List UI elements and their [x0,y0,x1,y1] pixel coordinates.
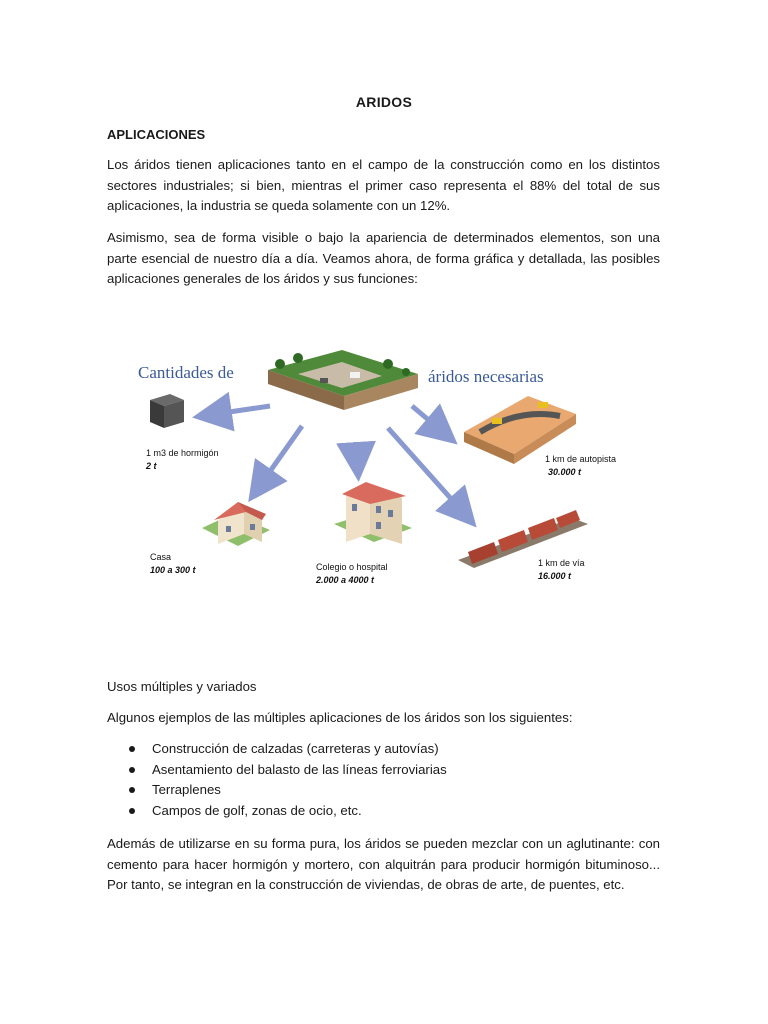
paragraph-1: Los áridos tienen aplicaciones tanto en el campo de la construcción como en los distintos sectores industriales; si bien, mientras el primer caso representa el 88% del total de sus aplicaciones, la industria se queda solamente con un 12%. [107,157,660,213]
item-label-school: Colegio o hospital [316,562,388,572]
item-label-railway: 1 km de vía [538,558,585,568]
item-label-motorway: 1 km de autopista [545,454,617,464]
bullet-icon [129,808,135,814]
paragraph-2: Asimismo, sea de forma visible o bajo la apariencia de determinados elementos, son una parte esencial de nuestro día a día. Veamos ahora, de forma gráfica y detallada, las posibles aplicaciones generales de los áridos y sus funciones: [107,230,660,286]
aggregates-figure [120,298,642,658]
item-value-railway: 16.000 t [538,571,572,581]
figure-heading-left: Cantidades de [138,363,234,382]
concrete-cube-icon [150,394,184,428]
list-item-text: Campos de golf, zonas de ocio, etc. [152,802,362,818]
list-item [107,780,607,801]
figure-illustration [120,298,642,658]
item-value-house: 100 a 300 t [150,565,196,575]
list-item [107,801,607,822]
item-value-school: 2.000 a 4000 t [316,575,375,585]
figure-arrows [202,406,470,520]
list-item-text: Asentamiento del balasto de las líneas ferroviarias [152,761,447,777]
figure-heading-right: áridos necesarias [428,367,544,386]
intro-line: Algunos ejemplos de las múltiples aplicaciones de los áridos son los siguientes: [107,710,573,725]
list-item [107,739,607,760]
bullet-list [107,739,607,821]
bullet-icon [129,746,135,752]
list-item [107,760,607,781]
document-title: ARIDOS [355,94,413,110]
bullet-icon [129,767,135,773]
list-item-text: Terraplenes [152,782,221,797]
item-label-concrete: 1 m3 de hormigón [146,448,219,458]
list-item-text: Construcción de calzadas (carreteras y autovías) [152,741,439,756]
quarry-icon [268,350,418,410]
paragraph-3: Además de utilizarse en su forma pura, los áridos se pueden mezclar con un aglutinante: con cemento para hacer hormigón y mortero, con alquitrán para producir hormigón bituminoso... Por tanto, se integran en la construcción de viviendas, de obras de arte, de puentes, etc. [107,836,660,892]
bullet-icon [129,787,135,793]
school-hospital-icon [334,482,412,544]
item-label-house: Casa [150,552,172,562]
item-value-motorway: 30.000 t [548,467,582,477]
section-heading: APLICACIONES [107,127,206,142]
subheading: Usos múltiples y variados [107,679,257,694]
house-icon [202,502,270,546]
item-value-concrete: 2 t [146,461,157,471]
